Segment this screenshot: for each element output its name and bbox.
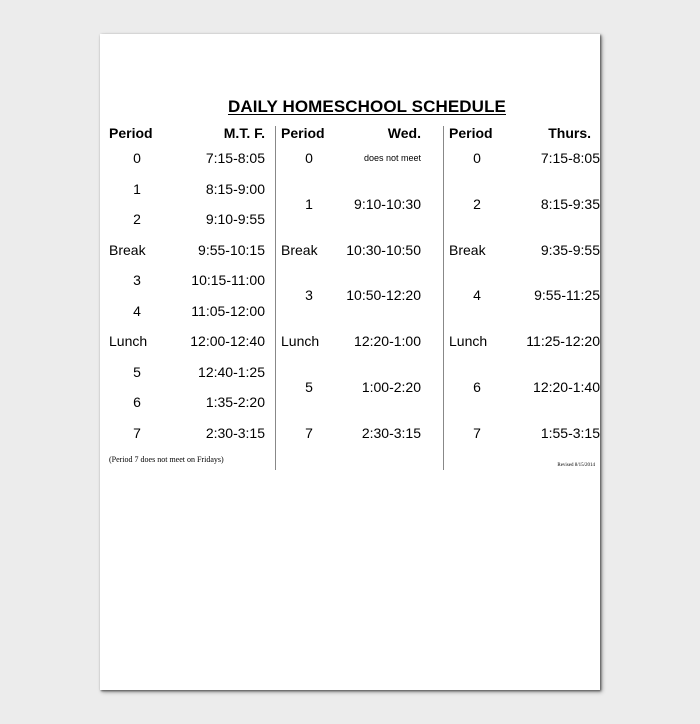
period-cell: 0	[473, 150, 481, 166]
time-cell: 8:15-9:35	[540, 196, 600, 212]
period-cell: Break	[281, 242, 318, 258]
time-cell: 1:55-3:15	[540, 425, 600, 441]
time-cell: 9:55-10:15	[198, 242, 265, 258]
period-cell: 3	[133, 272, 141, 288]
period-cell: 0	[305, 150, 313, 166]
period-header: Period	[449, 125, 493, 141]
period-cell: Break	[109, 242, 146, 258]
time-cell: 10:50-12:20	[346, 287, 421, 303]
time-cell: does not meet	[363, 153, 421, 163]
time-cell: 12:20-1:00	[354, 333, 421, 349]
period-cell: 1	[133, 181, 141, 197]
time-cell: 9:10-10:30	[354, 196, 421, 212]
time-cell: 2:30-3:15	[205, 425, 265, 441]
period-cell: 6	[133, 394, 141, 410]
period-cell: 5	[133, 364, 141, 380]
time-cell: 9:35-9:55	[540, 242, 600, 258]
time-cell: 10:15-11:00	[191, 272, 265, 288]
time-cell: 9:55-11:25	[534, 287, 600, 303]
time-cell: 12:40-1:25	[198, 364, 265, 380]
period-cell: Lunch	[449, 333, 488, 349]
period-cell: 5	[305, 379, 313, 395]
day-header: M.T. F.	[223, 125, 265, 141]
time-cell: 11:05-12:00	[191, 303, 265, 319]
period-cell: 1	[305, 196, 313, 212]
footnote: (Period 7 does not meet on Fridays)	[109, 455, 224, 464]
time-cell: 9:10-9:55	[205, 211, 265, 227]
period-cell: 7	[305, 425, 313, 441]
column-divider	[443, 126, 444, 470]
time-cell: 7:15-8:05	[540, 150, 600, 166]
period-cell: 0	[133, 150, 141, 166]
period-cell: 4	[473, 287, 481, 303]
time-cell: 2:30-3:15	[361, 425, 421, 441]
period-cell: 7	[473, 425, 481, 441]
period-cell: 4	[133, 303, 141, 319]
time-cell: 1:00-2:20	[361, 379, 421, 395]
period-cell: Lunch	[109, 333, 148, 349]
day-header: Thurs.	[548, 125, 591, 141]
period-header: Period	[281, 125, 325, 141]
period-header: Period	[109, 125, 153, 141]
time-cell: 12:00-12:40	[190, 333, 265, 349]
period-cell: 2	[473, 196, 481, 212]
time-cell: 11:25-12:20	[526, 333, 600, 349]
time-cell: 7:15-8:05	[205, 150, 265, 166]
document-page	[100, 34, 600, 690]
period-cell: 2	[133, 211, 141, 227]
column-divider	[275, 126, 276, 470]
revised-date: Revised 8/15/2014	[557, 463, 595, 468]
period-cell: 6	[473, 379, 481, 395]
time-cell: 10:30-10:50	[346, 242, 421, 258]
period-cell: Lunch	[281, 333, 320, 349]
period-cell: Break	[449, 242, 486, 258]
period-cell: 3	[305, 287, 313, 303]
time-cell: 8:15-9:00	[205, 181, 265, 197]
document-title: DAILY HOMESCHOOL SCHEDULE	[227, 97, 506, 116]
time-cell: 1:35-2:20	[205, 394, 265, 410]
time-cell: 12:20-1:40	[533, 379, 600, 395]
period-cell: 7	[133, 425, 141, 441]
day-header: Wed.	[387, 125, 421, 141]
